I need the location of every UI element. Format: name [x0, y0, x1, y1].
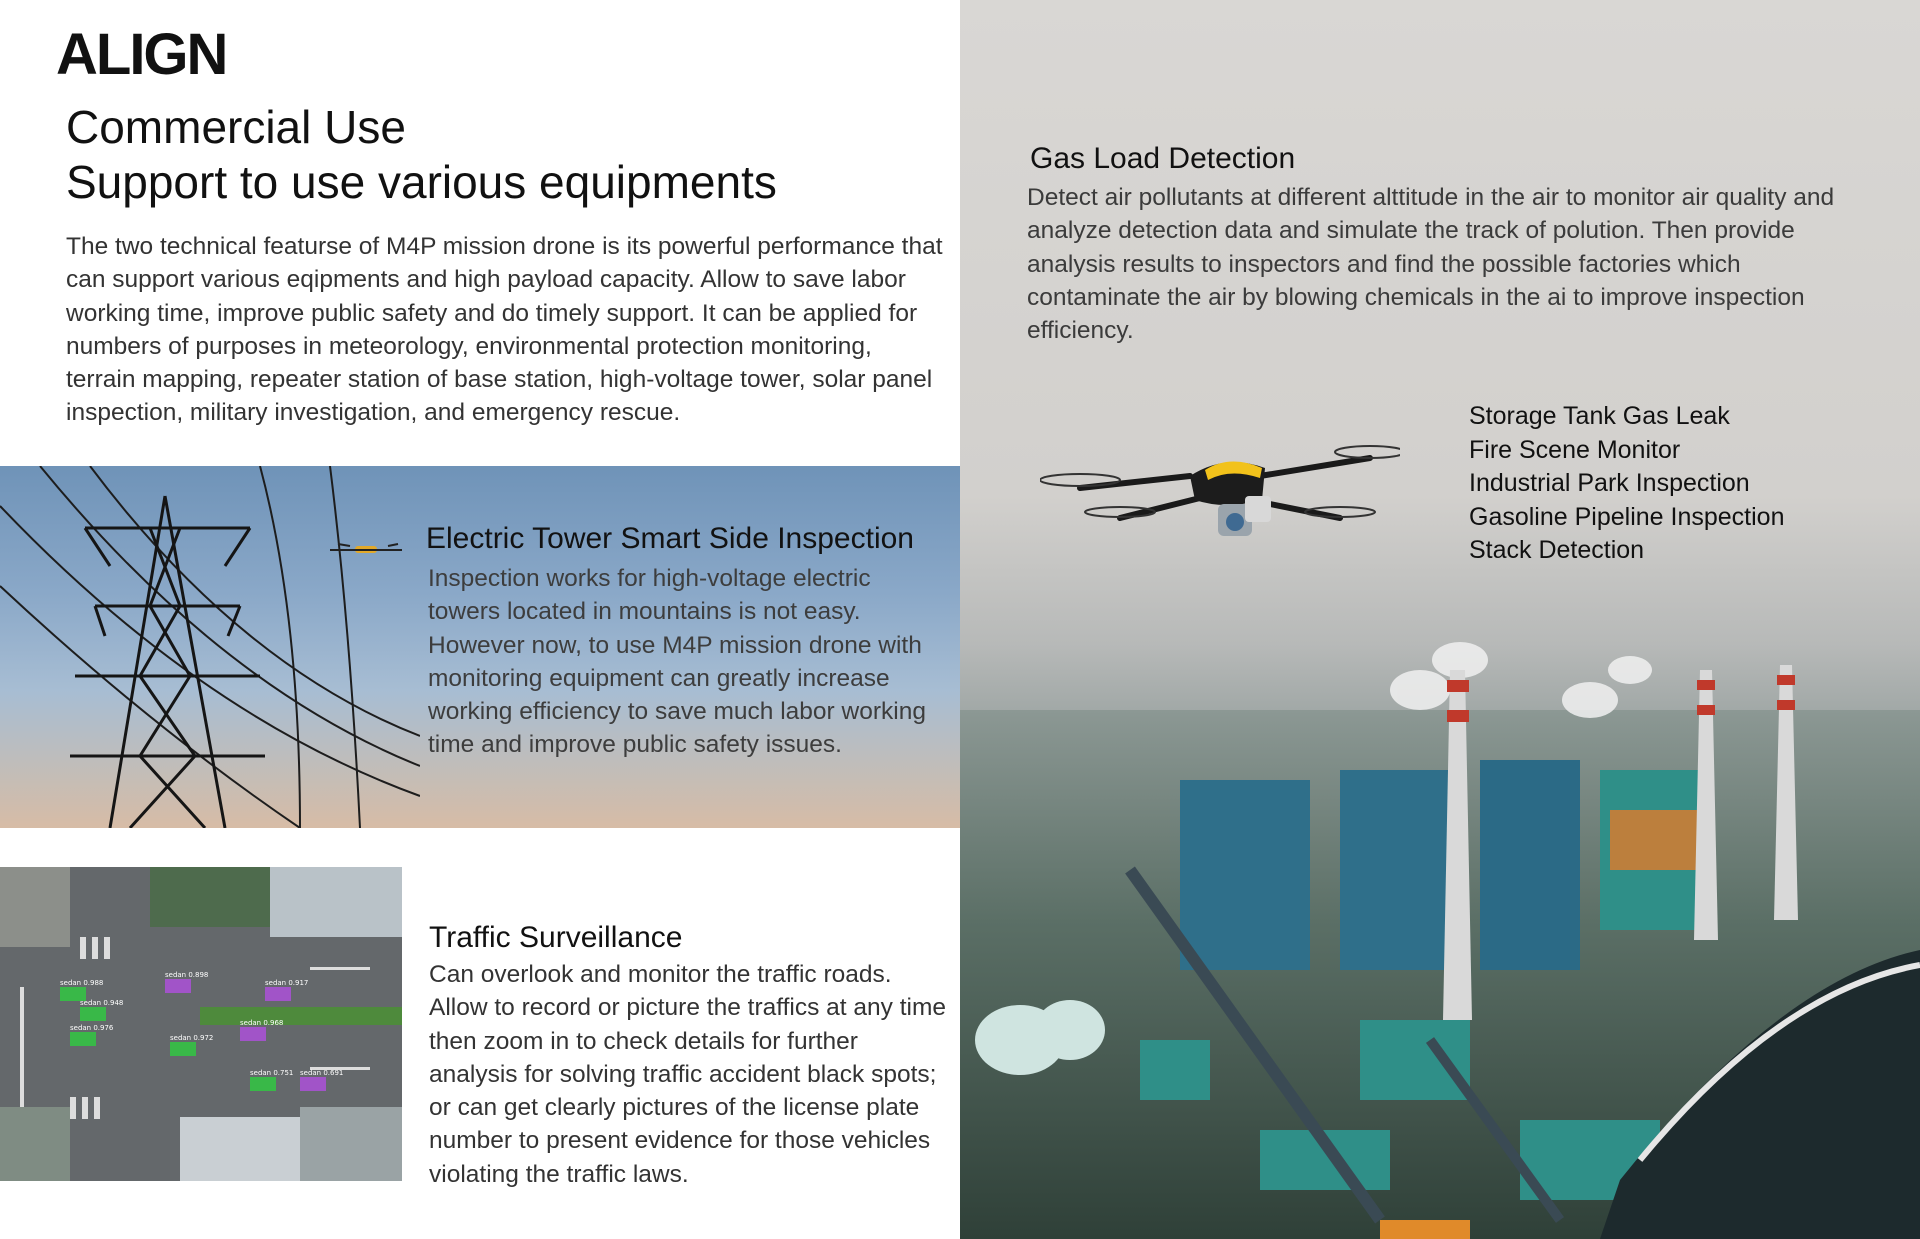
detection-box: [300, 1077, 326, 1091]
detection-label: sedan 0.968: [240, 1019, 284, 1027]
gas-heading: Gas Load Detection: [1030, 142, 1296, 175]
use-item: Fire Scene Monitor: [1469, 435, 1681, 464]
gas-detection-panel: [960, 0, 1920, 1239]
detection-box: [170, 1042, 196, 1056]
title-line-1: Commercial Use: [66, 101, 406, 153]
intro-paragraph: The two technical featurse of M4P mission drone is its powerful performance that can support various eqipments and high payload capacity. Allow to save labor working time, improve public safety and do timely support. It can be applied for numbers of purposes in meteorology, environmental protection monitoring, terrain mapping, repeater station of base station, high-voltage tower, solar panel inspection, military investigation, and emergency rescue.: [66, 233, 943, 427]
use-item: Gasoline Pipeline Inspection: [1469, 502, 1785, 531]
detection-box: [80, 1007, 106, 1021]
lattice-tower: [70, 496, 265, 828]
detection-box: [70, 1032, 96, 1046]
traffic-surveillance-image: [0, 867, 402, 1181]
page-title: [66, 100, 946, 210]
m4p-drone-illustration: [1040, 418, 1400, 558]
detection-label: sedan 0.751: [250, 1069, 294, 1077]
tower-inspection-section: [0, 466, 960, 828]
use-item: Storage Tank Gas Leak: [1469, 402, 1730, 430]
gas-description: Detect air pollutants at different alttitude in the air to monitor air quality and analyze detection data and simulate the track of polution. Then provide analysis results to inspectors and find the possible factories which contaminate the air by blowing chemicals in the ai to improve inspection efficiency.: [1027, 184, 1835, 345]
power-tower-illustration: [0, 466, 420, 828]
use-item: Stack Detection: [1469, 536, 1645, 564]
gas-use-list: [1469, 400, 1784, 568]
logo-text: ALIGN: [56, 26, 227, 80]
tower-heading: Electric Tower Smart Side Inspection: [426, 522, 914, 555]
detection-box: [250, 1077, 276, 1091]
power-plant-scene: [960, 620, 1920, 1239]
tower-description: Inspection works for high-voltage electric towers located in mountains is not easy. However now, to use M4P mission drone with monitoring equipment can greatly increase working efficiency to save much labor working time and improve public safety issues.: [428, 565, 926, 759]
tower-drone-icon: [330, 544, 402, 553]
use-item: Industrial Park Inspection: [1469, 469, 1750, 497]
title-line-2: Support to use various equipments: [66, 156, 777, 208]
detection-label: sedan 0.917: [265, 979, 309, 987]
detection-label: sedan 0.988: [60, 979, 104, 987]
traffic-heading: Traffic Surveillance: [429, 921, 683, 954]
detection-label: sedan 0.976: [70, 1024, 114, 1032]
detection-box: [265, 987, 291, 1001]
align-logo: [56, 26, 318, 80]
detection-label: sedan 0.898: [165, 971, 209, 979]
traffic-description: Can overlook and monitor the traffic roads. Allow to record or picture the traffics at any time then zoom in to check details for further analysis for solving traffic accident black spots; or can get clearly pictures of the license plate number to present evidence for those vehicles violating the traffic laws.: [429, 961, 946, 1188]
detection-box: [165, 979, 191, 993]
detection-label: sedan 0.972: [170, 1034, 214, 1042]
detection-box: [240, 1027, 266, 1041]
detection-label: sedan 0.948: [80, 999, 124, 1007]
detection-label: sedan 0.691: [300, 1069, 344, 1077]
